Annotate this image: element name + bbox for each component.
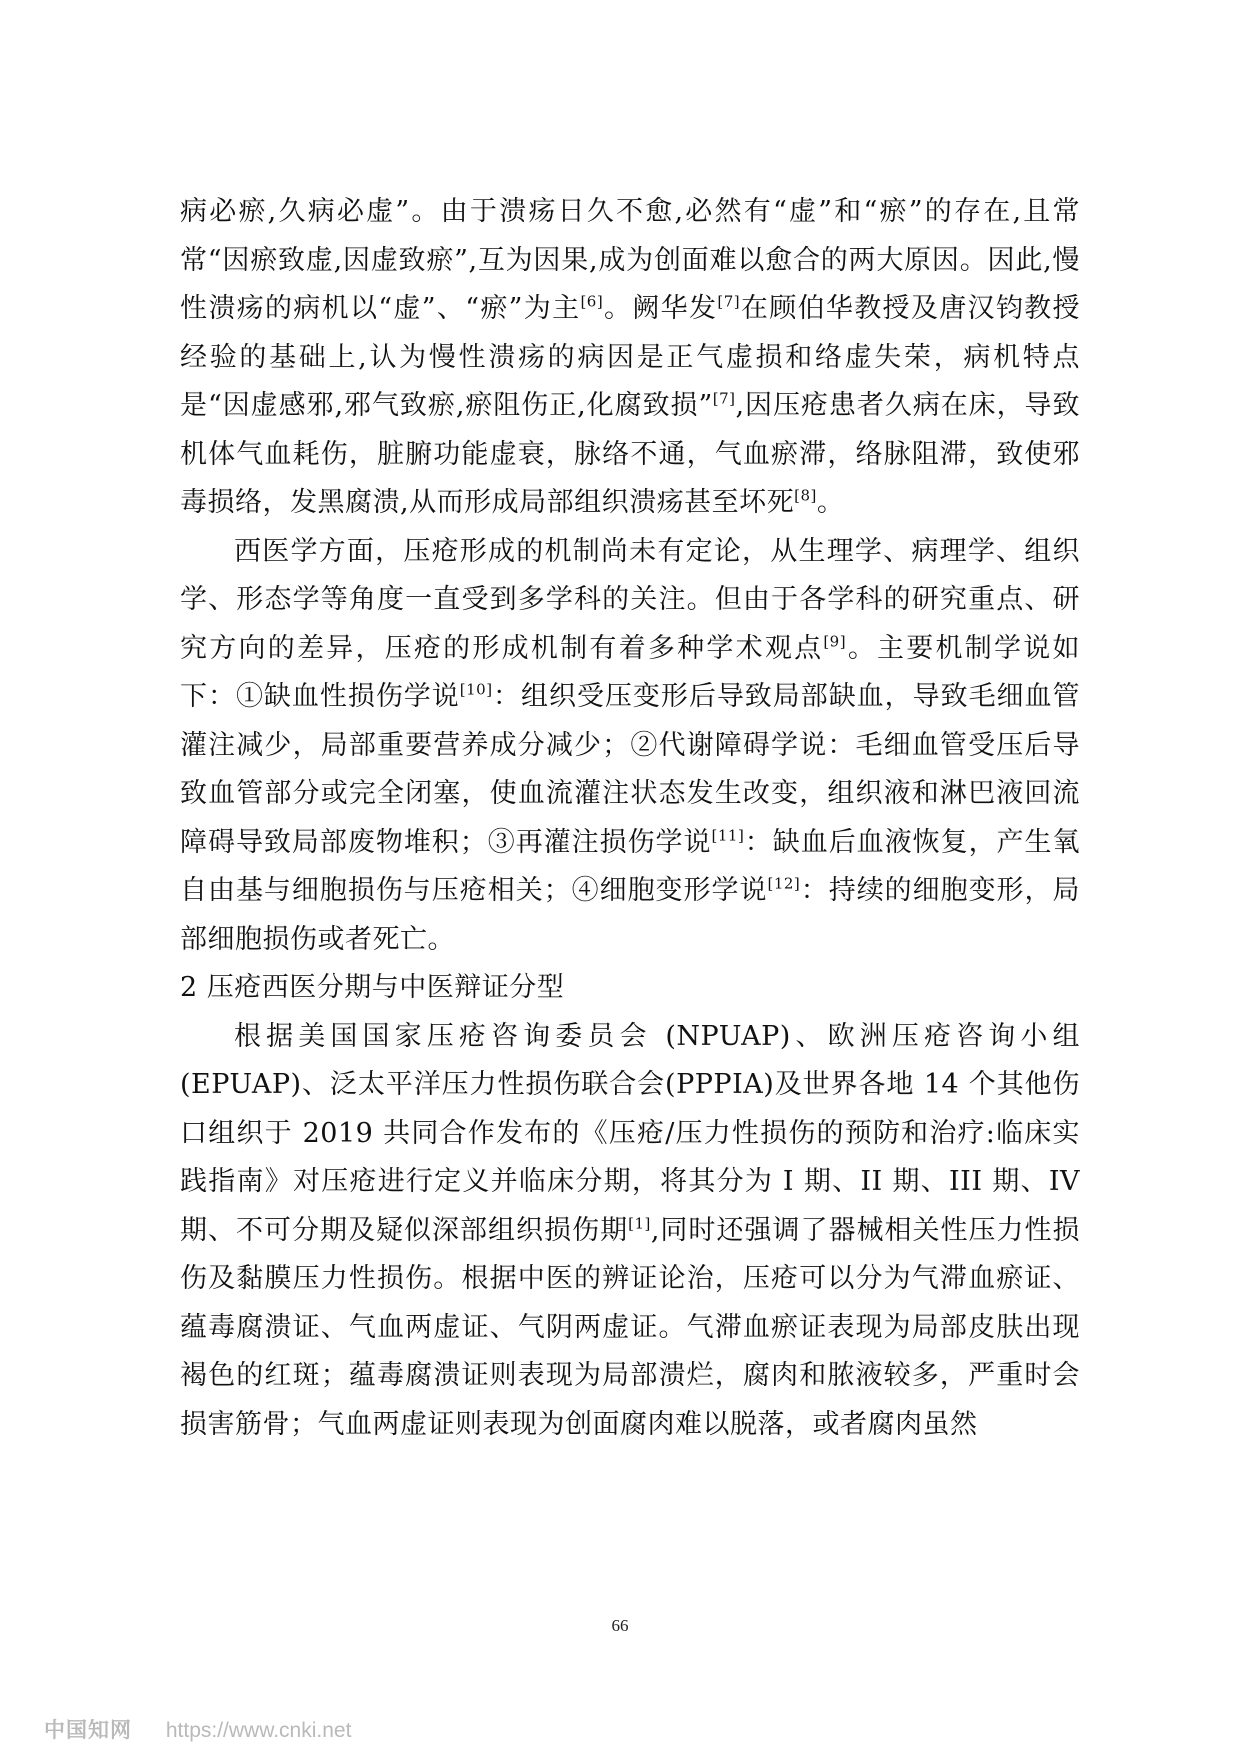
page-number: 66 (611, 1616, 629, 1635)
text-run: ：缺血后血液恢复，产生氧自由基与细胞损伤与压疮相关；④细胞变形学说 (180, 826, 1081, 906)
text-run: 。阙华发 (603, 293, 718, 324)
citation-mark: [11] (711, 826, 745, 844)
text-run: ：持续的细胞变形，局部细胞损伤或者死亡。 (180, 875, 1081, 955)
citation-mark: [9] (823, 632, 847, 650)
section-heading: 2 压疮西医分期与中医辩证分型 (180, 972, 565, 1003)
text-run: ：组织受压变形后导致局部缺血，导致毛细血管灌注减少，局部重要营养成分减少；②代谢障碍学说：毛细血管受压后导致血管部分或完全闭塞，使血流灌注状态发生改变，组织液和淋巴液回流障碍导致局部废物堆积；③再灌注损伤学说 (180, 681, 1081, 858)
citation-mark: [7] (712, 389, 736, 408)
watermark-url: https://www.cnki.net (165, 1719, 352, 1742)
text-run: 。 (816, 487, 845, 518)
text-run: ,同时还强调了器械相关性压力性损伤及黏膜压力性损伤。根据中医的辨证论治，压疮可以分为气滞血瘀证、蕴毒腐溃证、气血两虚证、气阴两虚证。气滞血瘀证表现为局部皮肤出现褐色的红斑；蕴毒腐溃证则表现为局部溃烂，腐肉和脓液较多，严重时会损害筋骨；气血两虚证则表现为创面腐肉难以脱落，或者腐肉虽然 (180, 1214, 1081, 1440)
citation-mark: [7] (717, 292, 741, 311)
site-watermark (44, 1714, 351, 1744)
watermark-brand: 中国知网 (44, 1719, 132, 1742)
citation-mark: [8] (794, 486, 817, 505)
citation-mark: [1] (628, 1214, 651, 1232)
text-run: 在顾伯华教授及唐汉钧教授经验的基础上,认为慢性溃疡的病因是正气虚损和络虚失荣，病机特点是“因虚感邪,邪气致瘀,瘀阻伤正,化腐致损” (180, 293, 1081, 421)
paragraph (180, 1013, 1080, 1450)
text-run: 病必瘀,久病必虚”。由于溃疡日久不愈,必然有“虚”和“瘀”的存在,且常常“因瘀致虚,因虚致瘀”,互为因果,成为创面难以愈合的两大原因。因此,慢性溃疡的病机以“虚”、“瘀”为主 (180, 196, 1080, 324)
citation-mark: [6] (580, 292, 604, 311)
citation-mark: [10] (459, 680, 493, 699)
text-run: ,因压疮患者久病在床，导致机体气血耗伤，脏腑功能虚衰，脉络不通，气血瘀滞，络脉阻滞，致使邪毒损络，发黑腐溃,从而形成局部组织溃疡甚至坏死 (180, 390, 1080, 518)
text-run: 。主要机制学说如下：①缺血性损伤学说 (180, 632, 1081, 712)
body-text (180, 188, 1080, 1449)
citation-mark: [12] (767, 874, 801, 893)
paragraph (180, 528, 1080, 965)
text-run: 根据美国国家压疮咨询委员会 (NPUAP)、欧洲压疮咨询小组(EPUAP)、泛太平洋压力性损伤联合会(PPPIA)及世界各地 14 个其他伤口组织于 2019 共同合作发布的《压疮/压力性损伤的预防和治疗:临床实践指南》对压疮进行定义并临床分期，将其分为 I 期、II 期、III 期、IV 期、不可分期及疑似深部组织损伤期 (180, 1020, 1080, 1246)
text-run: 西医学方面，压疮形成的机制尚未有定论，从生理学、病理学、组织学、形态学等角度一直受到多学科的关注。但由于各学科的研究重点、研究方向的差异，压疮的形成机制有着多种学术观点 (180, 535, 1080, 664)
paragraph (180, 188, 1080, 528)
